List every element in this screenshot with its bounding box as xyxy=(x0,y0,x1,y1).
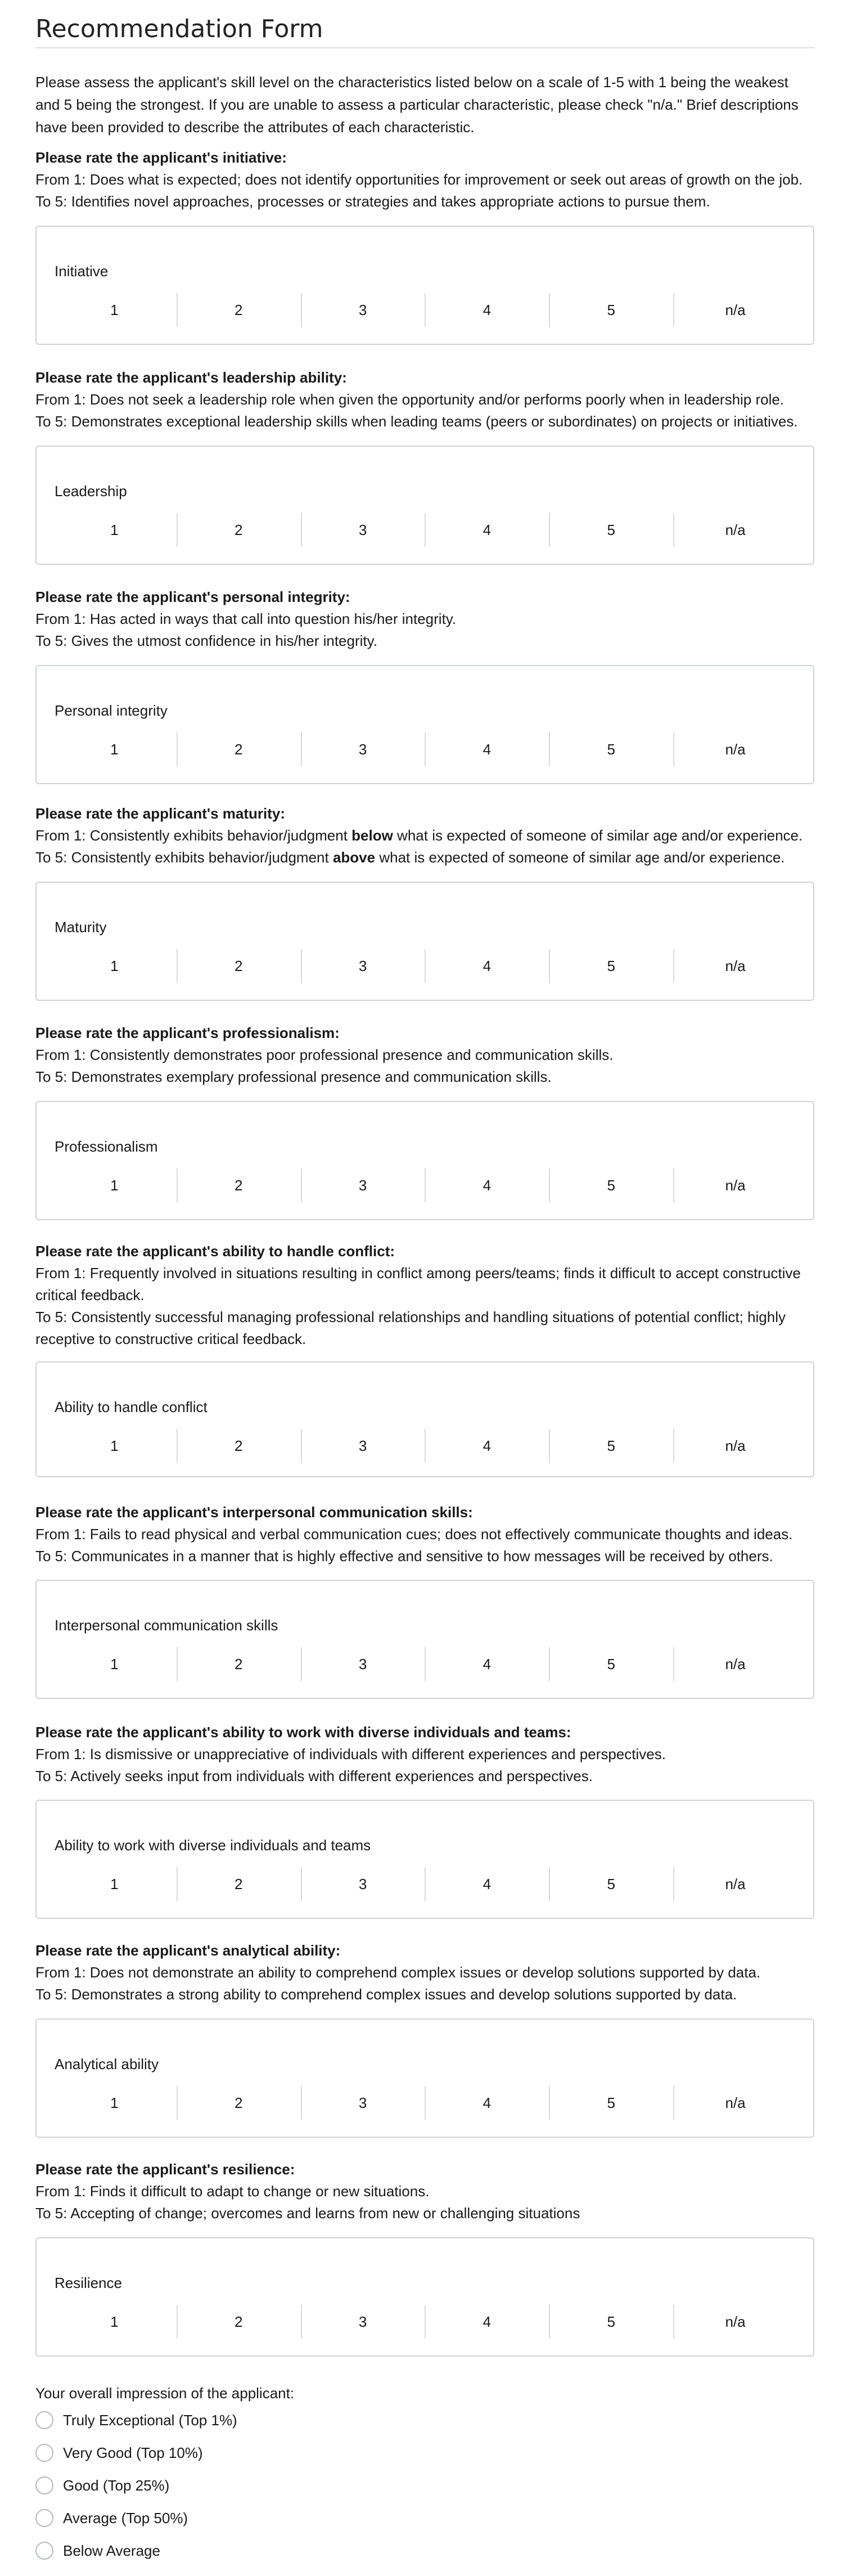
rating-box-maturity xyxy=(35,882,814,1001)
rating-option-1[interactable]: 1 xyxy=(110,1655,119,1673)
question-heading: Please rate the applicant's initiative: xyxy=(35,149,287,166)
question-from-description: From 1: Does not seek a leadership role when given the opportunity and/or performs poorly when in leadership role. xyxy=(35,391,785,408)
question-heading: Please rate the applicant's maturity: xyxy=(35,805,286,822)
question-from-description: From 1: Is dismissive or unappreciative of individuals with different experiences and perspectives. xyxy=(35,1746,666,1763)
rating-option-4[interactable]: 4 xyxy=(425,293,549,327)
rating-option-4[interactable]: 4 xyxy=(425,732,549,766)
overall-option-good[interactable] xyxy=(35,2475,169,2496)
question-to-description: To 5: Identifies novel approaches, processes or strategies and takes appropriate actions to pursue them. xyxy=(35,193,710,210)
radio-button[interactable] xyxy=(35,2476,53,2494)
radio-label: Below Average xyxy=(63,2542,160,2559)
rating-option-1[interactable]: 1 xyxy=(110,521,119,538)
rating-option-3[interactable]: 3 xyxy=(301,1867,425,1901)
question-heading: Please rate the applicant's ability to work with diverse individuals and teams: xyxy=(35,1724,571,1741)
rating-option-3[interactable]: 3 xyxy=(301,293,425,327)
rating-option-5[interactable]: 5 xyxy=(549,513,673,547)
question-heading: Please rate the applicant's leadership ability: xyxy=(35,369,347,386)
rating-scale xyxy=(52,949,797,983)
overall-option-very-good[interactable] xyxy=(35,2443,203,2463)
question-interpersonal-communication xyxy=(35,1501,814,1567)
question-from-description: From 1: Finds it difficult to adapt to change or new situations. xyxy=(35,2183,430,2200)
rating-box-professionalism xyxy=(35,1101,814,1220)
rating-option-3[interactable]: 3 xyxy=(301,513,425,547)
question-diverse-teams xyxy=(35,1721,814,1787)
rating-option-4[interactable]: 4 xyxy=(425,513,549,547)
question-heading: Please rate the applicant's personal integrity: xyxy=(35,588,350,605)
rating-option-1[interactable]: 1 xyxy=(110,1176,119,1194)
rating-option-2[interactable]: 2 xyxy=(177,293,301,327)
rating-label: Resilience xyxy=(55,2274,122,2291)
rating-option-na[interactable]: n/a xyxy=(673,1867,797,1901)
rating-option-5[interactable]: 5 xyxy=(549,949,673,983)
rating-label: Initiative xyxy=(55,263,109,280)
question-to-description xyxy=(35,847,814,869)
rating-option-1[interactable]: 1 xyxy=(110,2313,119,2330)
rating-label: Maturity xyxy=(55,919,107,936)
question-to-description: To 5: Communicates in a manner that is highly effective and sensitive to how messages will be received by others. xyxy=(35,1548,773,1565)
question-leadership xyxy=(35,367,814,433)
rating-box-initiative xyxy=(35,226,814,345)
emphasis-text: above xyxy=(332,849,376,866)
rating-option-4[interactable]: 4 xyxy=(425,949,549,983)
rating-label: Interpersonal communication skills xyxy=(55,1617,278,1634)
radio-label: Good (Top 25%) xyxy=(63,2476,170,2494)
rating-option-4[interactable]: 4 xyxy=(425,2086,549,2120)
rating-option-5[interactable]: 5 xyxy=(549,293,673,327)
question-heading: Please rate the applicant's interpersonal communication skills: xyxy=(35,1504,473,1521)
rating-scale xyxy=(52,1429,797,1463)
rating-option-3[interactable]: 3 xyxy=(301,2305,425,2339)
rating-option-4[interactable]: 4 xyxy=(425,2305,549,2339)
rating-scale xyxy=(52,2086,797,2120)
rating-option-3[interactable]: 3 xyxy=(301,2086,425,2120)
question-handle-conflict xyxy=(35,1240,814,1350)
text-segment: what is expected of someone of similar age and/or experience. xyxy=(393,827,803,844)
rating-label: Leadership xyxy=(55,483,127,500)
rating-option-na[interactable]: n/a xyxy=(673,1168,797,1202)
overall-option-truly-exceptional[interactable] xyxy=(35,2410,237,2430)
rating-box-leadership xyxy=(35,446,814,565)
rating-option-na[interactable]: n/a xyxy=(673,293,797,327)
question-from-description xyxy=(35,825,814,847)
question-to-description: To 5: Gives the utmost confidence in his/her integrity. xyxy=(35,632,377,649)
radio-label: Average (Top 50%) xyxy=(63,2509,188,2526)
rating-option-1[interactable]: 1 xyxy=(110,2094,119,2111)
rating-option-5[interactable]: 5 xyxy=(549,1429,673,1463)
rating-option-3[interactable]: 3 xyxy=(301,949,425,983)
radio-button[interactable] xyxy=(35,2411,53,2429)
question-from-description: From 1: Consistently demonstrates poor professional presence and communication skills. xyxy=(35,1046,614,1063)
intro-text: Please assess the applicant's skill level on the characteristics listed below on a scale of 1-5 with 1 being the weakest and 5 being the strongest. If you are unable to assess a particular characteristic, please check "n/a." Brief descriptions have been provided to describe the attributes of each characteristic. xyxy=(35,74,799,136)
question-heading: Please rate the applicant's resilience: xyxy=(35,2161,295,2178)
rating-option-na[interactable]: n/a xyxy=(673,2086,797,2120)
question-heading: Please rate the applicant's ability to handle conflict: xyxy=(35,1243,395,1260)
text-segment: From 1: Consistently exhibits behavior/judgment xyxy=(35,827,352,844)
rating-label: Ability to work with diverse individuals and teams xyxy=(55,1837,371,1854)
rating-option-na[interactable]: n/a xyxy=(673,732,797,766)
rating-option-5[interactable]: 5 xyxy=(549,1647,673,1681)
rating-option-2[interactable]: 2 xyxy=(177,732,301,766)
rating-option-4[interactable]: 4 xyxy=(425,1867,549,1901)
rating-option-5[interactable]: 5 xyxy=(549,2086,673,2120)
question-to-description: To 5: Demonstrates a strong ability to comprehend complex issues and develop solutions supported by data. xyxy=(35,1986,737,2003)
rating-box-diverse-teams xyxy=(35,1800,814,1919)
question-from-description: From 1: Does what is expected; does not identify opportunities for improvement or seek out areas of growth on the job. xyxy=(35,171,803,188)
question-from-description: From 1: Does not demonstrate an ability to comprehend complex issues or develop solutions supported by data. xyxy=(35,1964,761,1981)
question-to-description: To 5: Actively seeks input from individuals with different experiences and perspectives. xyxy=(35,1768,593,1784)
rating-option-2[interactable]: 2 xyxy=(177,1429,301,1463)
rating-option-5[interactable]: 5 xyxy=(549,2305,673,2339)
overall-impression-question: Your overall impression of the applicant: xyxy=(35,2385,295,2402)
rating-option-4[interactable]: 4 xyxy=(425,1168,549,1202)
text-segment: what is expected of someone of similar age and/or experience. xyxy=(375,849,785,866)
rating-option-5[interactable]: 5 xyxy=(549,1867,673,1901)
page-title: Recommendation Form xyxy=(35,15,323,43)
rating-option-1[interactable]: 1 xyxy=(110,301,119,318)
question-from-description: From 1: Frequently involved in situations resulting in conflict among peers/teams; finds it difficult to accept constructive critical feedback. xyxy=(35,1265,801,1303)
question-analytical-ability xyxy=(35,1940,814,2006)
question-to-description: To 5: Demonstrates exemplary professional presence and communication skills. xyxy=(35,1068,552,1085)
rating-scale xyxy=(52,1647,797,1681)
overall-option-below-average[interactable] xyxy=(35,2541,160,2561)
question-from-description: From 1: Has acted in ways that call into question his/her integrity. xyxy=(35,610,457,627)
rating-label: Personal integrity xyxy=(55,702,168,719)
radio-button[interactable] xyxy=(35,2542,53,2560)
rating-option-1[interactable]: 1 xyxy=(110,1875,119,1892)
rating-option-2[interactable]: 2 xyxy=(177,1168,301,1202)
rating-scale xyxy=(52,732,797,766)
rating-box-interpersonal-communication xyxy=(35,1580,814,1699)
rating-option-2[interactable]: 2 xyxy=(177,949,301,983)
rating-option-1[interactable]: 1 xyxy=(110,1437,119,1454)
radio-button[interactable] xyxy=(35,2509,53,2527)
rating-option-na[interactable]: n/a xyxy=(673,949,797,983)
rating-option-4[interactable]: 4 xyxy=(425,1429,549,1463)
question-initiative xyxy=(35,147,814,213)
question-from-description: From 1: Fails to read physical and verbal communication cues; does not effectively communicate thoughts and ideas. xyxy=(35,1526,793,1543)
emphasis-text: below xyxy=(351,827,393,844)
overall-option-average[interactable] xyxy=(35,2508,188,2528)
title-divider xyxy=(35,47,815,48)
question-heading: Please rate the applicant's professionalism: xyxy=(35,1024,340,1041)
question-resilience xyxy=(35,2159,814,2224)
rating-option-2[interactable]: 2 xyxy=(177,2305,301,2339)
rating-option-1[interactable]: 1 xyxy=(110,740,119,758)
rating-option-na[interactable]: n/a xyxy=(673,513,797,547)
question-to-description: To 5: Accepting of change; overcomes and learns from new or challenging situations xyxy=(35,2205,580,2222)
rating-option-3[interactable]: 3 xyxy=(301,1168,425,1202)
rating-box-resilience xyxy=(35,2237,814,2357)
rating-option-3[interactable]: 3 xyxy=(301,1647,425,1681)
rating-label: Ability to handle conflict xyxy=(55,1399,208,1415)
rating-option-2[interactable]: 2 xyxy=(177,2086,301,2120)
rating-option-5[interactable]: 5 xyxy=(549,1168,673,1202)
rating-option-5[interactable]: 5 xyxy=(549,732,673,766)
rating-box-handle-conflict xyxy=(35,1361,814,1477)
rating-scale xyxy=(52,293,797,327)
radio-label: Very Good (Top 10%) xyxy=(63,2444,203,2461)
question-heading: Please rate the applicant's analytical ability: xyxy=(35,1942,341,1959)
rating-label: Analytical ability xyxy=(55,2056,159,2073)
rating-scale xyxy=(52,1867,797,1901)
rating-box-analytical-ability xyxy=(35,2018,814,2138)
rating-option-na[interactable]: n/a xyxy=(673,2305,797,2339)
rating-option-2[interactable]: 2 xyxy=(177,1867,301,1901)
radio-button[interactable] xyxy=(35,2444,53,2462)
question-personal-integrity xyxy=(35,586,814,652)
radio-label: Truly Exceptional (Top 1%) xyxy=(63,2411,237,2429)
rating-scale xyxy=(52,513,797,547)
rating-box-personal-integrity xyxy=(35,665,814,784)
rating-option-3[interactable]: 3 xyxy=(301,732,425,766)
rating-option-3[interactable]: 3 xyxy=(301,1429,425,1463)
rating-scale xyxy=(52,2305,797,2339)
question-professionalism xyxy=(35,1022,814,1088)
rating-option-2[interactable]: 2 xyxy=(177,1647,301,1681)
rating-option-na[interactable]: n/a xyxy=(673,1647,797,1681)
question-to-description: To 5: Demonstrates exceptional leadership skills when leading teams (peers or subordinates) on projects or initiatives. xyxy=(35,413,798,430)
rating-option-4[interactable]: 4 xyxy=(425,1647,549,1681)
rating-option-2[interactable]: 2 xyxy=(177,513,301,547)
rating-option-na[interactable]: n/a xyxy=(673,1429,797,1463)
rating-option-1[interactable]: 1 xyxy=(110,957,119,974)
question-maturity xyxy=(35,803,814,869)
rating-label: Professionalism xyxy=(55,1138,158,1155)
question-to-description: To 5: Consistently successful managing professional relationships and handling situations of potential conflict; highly receptive to constructive critical feedback. xyxy=(35,1309,786,1347)
rating-scale xyxy=(52,1168,797,1202)
text-segment: To 5: Consistently exhibits behavior/judgment xyxy=(35,849,333,866)
